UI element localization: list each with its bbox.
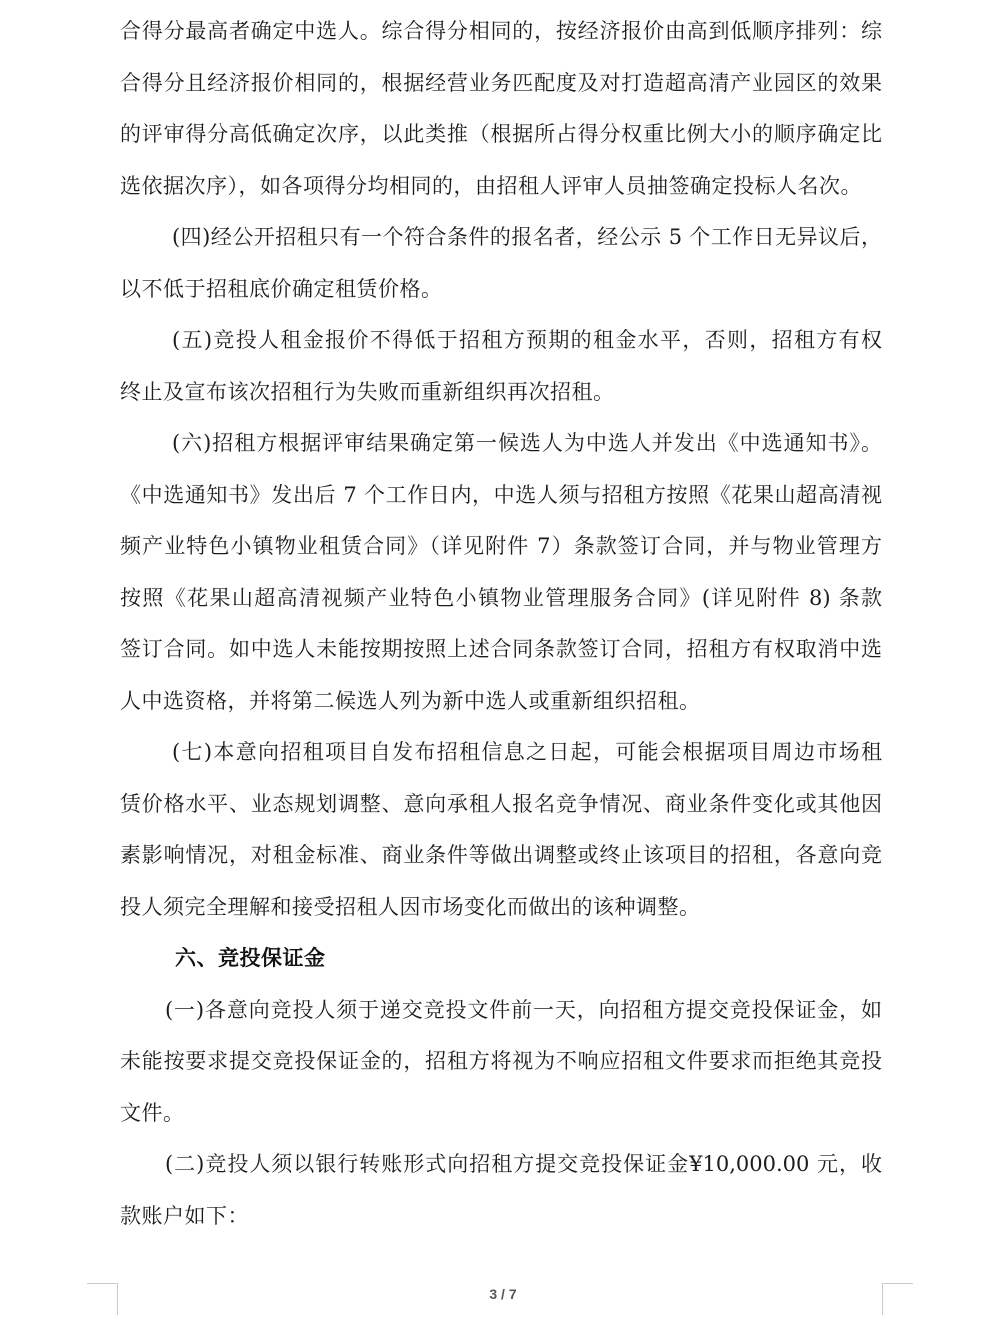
text-line: (一)各意向竞投人须于递交竞投文件前一天，向招租方提交竞投保证金，如	[165, 997, 882, 1022]
text-line: 合得分最高者确定中选人。综合得分相同的，按经济报价由高到低顺序排列：综	[120, 19, 882, 43]
text-line: 人中选资格，并将第二候选人列为新中选人或重新组织招租。	[120, 688, 701, 713]
text-line: 终止及宣布该次招租行为失败而重新组织再次招租。	[120, 379, 615, 404]
text-line: 款账户如下：	[120, 1203, 249, 1228]
clause-5	[120, 315, 882, 418]
text-line: 签订合同。如中选人未能按期按照上述合同条款签订合同，招租方有权取消中选	[120, 637, 882, 661]
clause-6	[120, 418, 882, 727]
text-line: 赁价格水平、业态规划调整、意向承租人报名竞争情况、商业条件变化或其他因	[120, 791, 882, 816]
page-corner-mark-left	[87, 1283, 118, 1315]
text-line: (六)招租方根据评审结果确定第一候选人为中选人并发出《中选通知书》。	[172, 431, 882, 455]
clause-7	[120, 727, 882, 933]
page-corner-mark-right	[882, 1283, 913, 1315]
text-line: 素影响情况，对租金标准、商业条件等做出调整或终止该项目的招租，各意向竞	[120, 843, 882, 867]
text-line: 合得分且经济报价相同的，根据经营业务匹配度及对打造超高清产业园区的效果	[120, 70, 882, 95]
text-line: 文件。	[120, 1100, 185, 1125]
text-line: 投人须完全理解和接受招租人因市场变化而做出的该种调整。	[120, 894, 701, 919]
text-line: 以不低于招租底价确定租赁价格。	[120, 276, 443, 301]
text-line: (二)竞投人须以银行转账形式向招租方提交竞投保证金¥10,000.00 元，收	[165, 1152, 882, 1176]
text-line: (四)经公开招租只有一个符合条件的报名者，经公示 5 个工作日无异议后，	[172, 225, 882, 249]
paragraph-continued	[120, 6, 882, 212]
text-line: 按照《花果山超高清视频产业特色小镇物业管理服务合同》(详见附件 8) 条款	[120, 585, 882, 610]
text-line: 选依据次序），如各项得分均相同的，由招租人评审人员抽签确定投标人名次。	[120, 173, 862, 198]
page-indicator: 3 / 7	[489, 1286, 517, 1302]
text-line: 未能按要求提交竞投保证金的，招租方将视为不响应招租文件要求而拒绝其竞投	[120, 1049, 882, 1073]
text-line: (七)本意向招租项目自发布招租信息之日起，可能会根据项目周边市场租	[172, 740, 882, 764]
text-line: (五)竞投人租金报价不得低于招租方预期的租金水平，否则，招租方有权	[172, 328, 882, 352]
text-line: 频产业特色小镇物业租赁合同》（详见附件 7）条款签订合同，并与物业管理方	[120, 534, 882, 558]
section-heading: 六、竞投保证金	[175, 946, 326, 970]
section-clause-1	[120, 985, 882, 1140]
text-line: 《中选通知书》发出后 7 个工作日内，中选人须与招租方按照《花果山超高清视	[120, 482, 882, 507]
clause-4	[120, 212, 882, 315]
page-body	[120, 6, 882, 1242]
text-line: 的评审得分高低确定次序，以此类推（根据所占得分权重比例大小的顺序确定比	[120, 122, 882, 146]
section-clause-2	[120, 1139, 882, 1242]
